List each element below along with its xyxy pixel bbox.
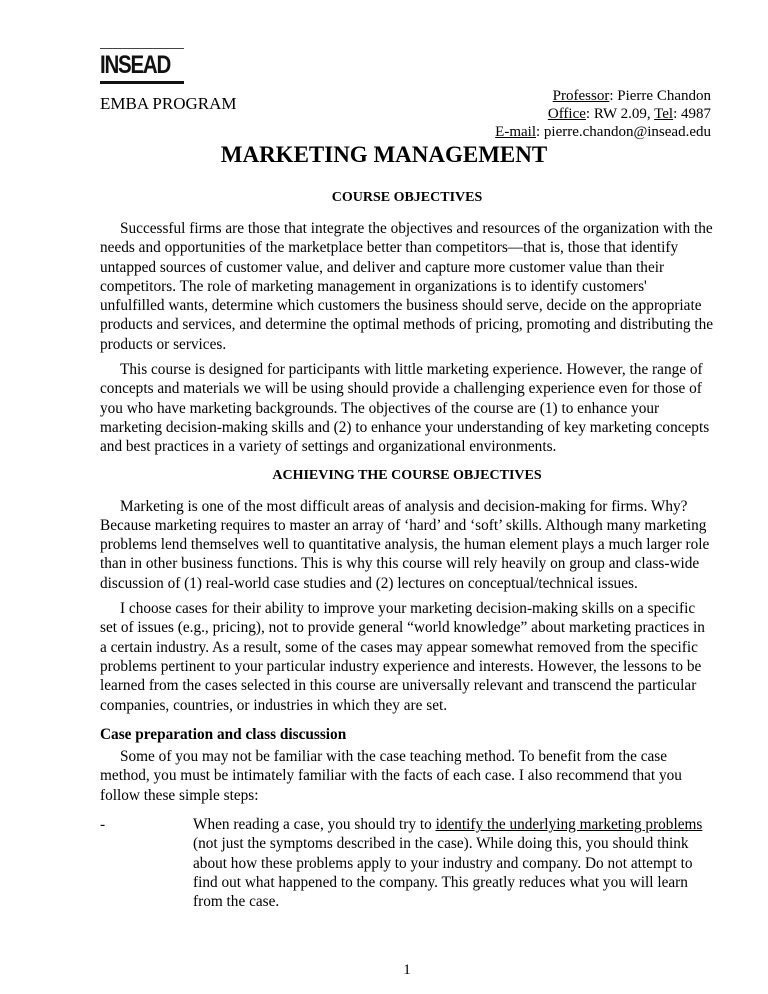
bullet-item-1 (193, 815, 714, 911)
bullet-list (100, 815, 714, 911)
professor-label: Professor (552, 88, 610, 104)
achieving-paragraph-1: Marketing is one of the most difficult areas of analysis and decision-making for firms. Why? Because marketing requires to master an array of ‘hard’ and ‘soft’ skills. Although many marketing problems lend themselves well to quantitative analysis, the human element plays a much larger role than in other business functions. This is why this course will rely heavily on group and class-wide discussion of (1) real-world case studies and (2) lectures on conceptual/technical issues. (100, 497, 710, 592)
bullet-text-after: (not just the symptoms described in the case). While doing this, you should think about how these problems apply to your industry and company. Do not attempt to find out what happened to the company. This greatly reduces what you will learn from the case. (193, 835, 693, 911)
email-label: E-mail (495, 124, 536, 140)
bullet-marker: - (100, 816, 106, 834)
objectives-heading: COURSE OBJECTIVES (331, 190, 483, 205)
achieving-paragraph-2: I choose cases for their ability to improve your marketing decision-making skills on a specific set of issues (e.g., pricing), not to provide general “world knowledge” about marketing practices in a certain industry. As a result, some of the cases may appear somewhat removed from the specific problems pertinent to your particular industry experience and interests. However, the lessons to be learned from the cases selected in this course are universally relevant and transcend the particular companies, countries, or industries in which they are set. (100, 600, 705, 714)
document-title: MARKETING MANAGEMENT (220, 142, 548, 167)
logo-rule-bottom (100, 81, 184, 84)
tel-label: Tel (654, 106, 674, 122)
insead-logo (100, 48, 184, 84)
email-value: : pierre.chandon@insead.edu (536, 124, 711, 140)
logo-wordmark: INSEAD (100, 51, 171, 79)
objectives-paragraph-2: This course is designed for participants with little marketing experience. However, the range of concepts and materials we will be using should provide a challenging experience even for those of you who have marketing backgrounds. The objectives of the course are (1) to enhance your marketing decision-making skills and (2) to enhance your understanding of key marketing concepts and best practices in a variety of settings and organizational environments. (100, 361, 710, 456)
contact-block (495, 87, 711, 141)
case-paragraph-1: Some of you may not be familiar with the case teaching method. To benefit from the case method, you must be intimately familiar with the facts of each case. I also recommend that you follow these simple steps: (100, 748, 682, 804)
office-label: Office (547, 106, 586, 122)
logo-rule-top (100, 48, 184, 49)
bullet-text-underlined: identify the underlying marketing problems (435, 816, 703, 834)
tel-value: : 4987 (673, 106, 711, 122)
program-name: EMBA PROGRAM (100, 94, 237, 113)
office-line (495, 105, 711, 123)
case-preparation-heading: Case preparation and class discussion (100, 725, 347, 743)
objectives-paragraph-1: Successful firms are those that integrate the objectives and resources of the organization with the needs and opportunities of the marketplace better than competitors—that is, those that identify untapped sources of customer value, and deliver and capture more customer value than their competitors. The role of marketing management in organizations is to identify customers' unfulfilled wants, determine which customers the business should serve, decide on the appropriate products and services, and determine the optimal methods of pricing, promoting and distributing the products or services. (100, 220, 714, 353)
office-value: : RW 2.09, (585, 106, 655, 122)
professor-line (495, 87, 711, 105)
achieving-heading: ACHIEVING THE COURSE OBJECTIVES (272, 467, 542, 483)
document-body (100, 189, 714, 979)
email-line (495, 123, 711, 141)
page-number: 1 (403, 962, 411, 978)
bullet-text-before: When reading a case, you should try to (193, 816, 436, 834)
professor-value: : Pierre Chandon (609, 88, 711, 104)
